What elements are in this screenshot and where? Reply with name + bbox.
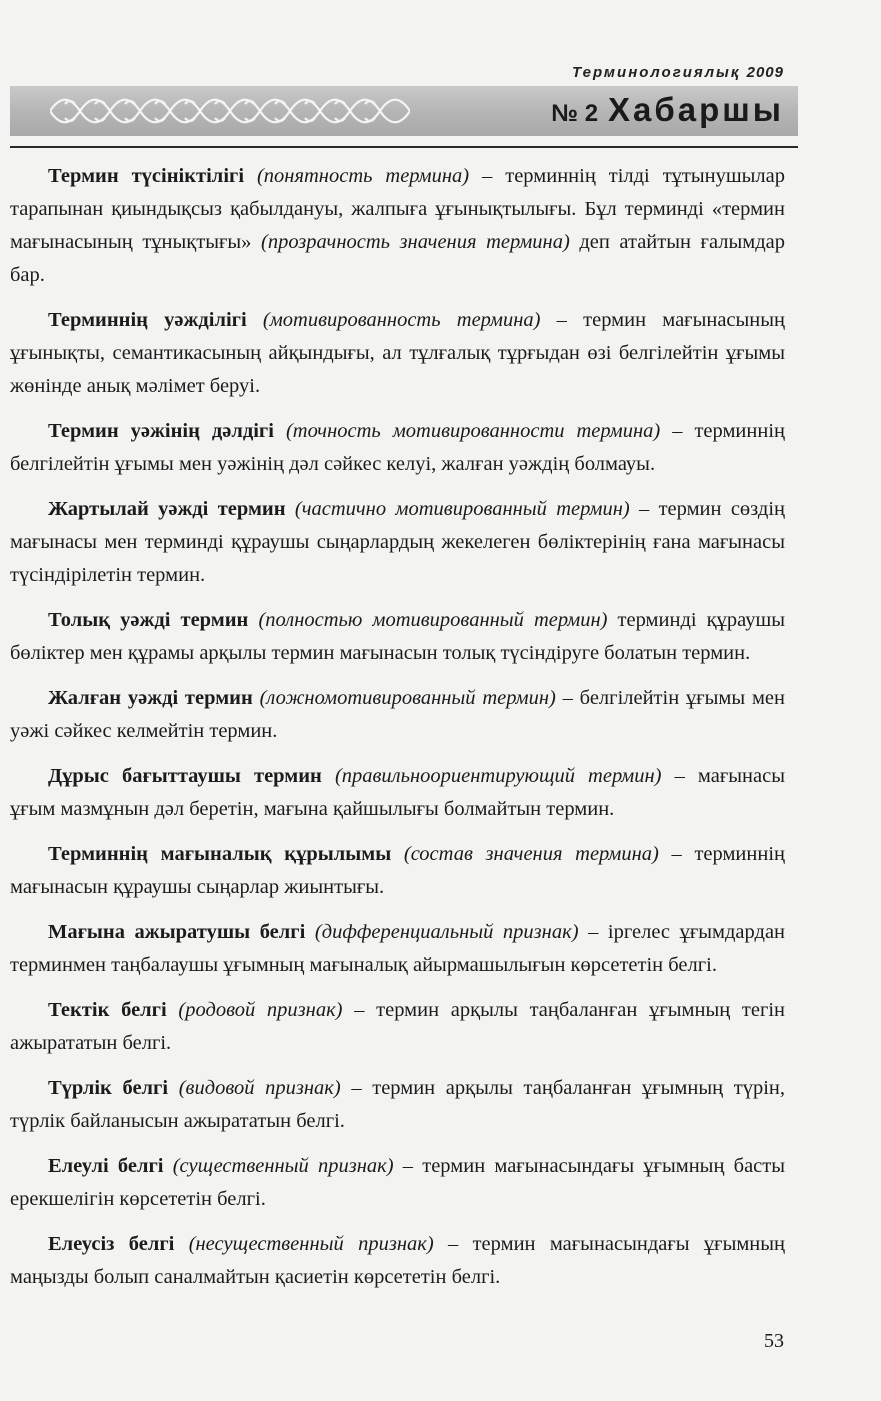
glossary-entry [10, 1150, 785, 1216]
definition: – мағынасы ұғым мазмұнын дәл беретін, мағына қайшылығы болмайтын термин. [10, 765, 785, 820]
glossary-entry [10, 760, 785, 826]
russian-equivalent: (прозрачность значения термина) [261, 231, 570, 253]
definition: – іргелес ұғымдардан терминмен таңбалаушы ұғымның мағыналық айырмашылығын көрсететін белгі. [10, 921, 786, 976]
glossary-body [10, 160, 785, 1306]
russian-equivalent: (частично мотивированный термин) [294, 498, 630, 520]
glossary-entry [10, 1228, 785, 1294]
journal-name: Терминологиялық [572, 64, 741, 81]
russian-equivalent: (родовой признак) [178, 999, 343, 1021]
term: Түрлік белгі [48, 1077, 169, 1099]
definition: – термин сөздің мағынасы мен терминді құраушы сыңарлардың жекелеген бөліктерінің ғана мағынасы түсіндірілетін термин. [10, 498, 785, 586]
russian-equivalent: (дифференциальный признак) [314, 921, 579, 943]
definition: терминді құраушы бөліктер мен құрамы арқылы термин мағынасын толық түсіндіруге болатын термин. [10, 609, 786, 664]
definition-end: деп атайтын ғалымдар бар. [10, 231, 785, 286]
glossary-entry [10, 916, 785, 982]
banner-heading [551, 91, 784, 129]
definition: – термин мағынасының ұғынықты, семантикасының айқындығы, ал тұлғалық тұрғыдан өзі белгілейтін ұғымы жөнінде анық мәлімет беруі. [10, 309, 786, 397]
journal-title [572, 64, 784, 81]
term: Жартылай уәжді термин [48, 498, 286, 520]
russian-equivalent: (несущественный признак) [188, 1233, 434, 1255]
russian-equivalent: (точность мотивированности термина) [285, 420, 661, 442]
glossary-entry [10, 682, 785, 748]
term: Толық уәжді термин [48, 609, 249, 631]
russian-equivalent: (мотивированность термина) [262, 309, 541, 331]
russian-equivalent: (правильноориентирующий термин) [334, 765, 662, 787]
russian-equivalent: (понятность термина) [256, 165, 470, 187]
russian-equivalent: (ложномотивированный термин) [259, 687, 556, 709]
glossary-entry [10, 493, 785, 592]
glossary-entry [10, 415, 785, 481]
header-banner [10, 86, 798, 136]
ornament-pattern-icon [50, 92, 410, 130]
russian-equivalent: (полностью мотивированный термин) [258, 609, 608, 631]
term: Жалған уәжді термин [48, 687, 253, 709]
term: Термин түсініктілігі [48, 165, 245, 187]
glossary-entry [10, 160, 785, 292]
journal-year: 2009 [746, 64, 784, 81]
term: Тектік белгі [48, 999, 167, 1021]
russian-equivalent: (существенный признак) [172, 1155, 394, 1177]
term: Терминнің мағыналық құрылымы [48, 843, 392, 865]
glossary-entry [10, 994, 785, 1060]
definition: – термин мағынасындағы ұғымның басты ерекшелігін көрсететін белгі. [10, 1155, 785, 1210]
definition: – термин мағынасындағы ұғымның маңызды болып саналмайтын қасиетін көрсететін белгі. [10, 1233, 786, 1288]
definition: – термин арқылы таңбаланған ұғымның тегін ажырататын белгі. [10, 999, 786, 1054]
issue-number: № 2 [551, 100, 599, 127]
definition: – терминнің тілді тұтынушылар тарапынан қиындықсыз қабылдануы, жалпыға ұғынықтылығы. Бұл терминді «термин мағынасының тұнықтығы» [10, 165, 785, 253]
term: Елеусіз белгі [48, 1233, 175, 1255]
page-number: 53 [764, 1330, 784, 1352]
term: Термин уәжінің дәлдігі [48, 420, 274, 442]
term: Мағына ажыратушы белгі [48, 921, 306, 943]
term: Терминнің уәжділігі [48, 309, 247, 331]
glossary-entry [10, 1072, 785, 1138]
russian-equivalent: (видовой признак) [178, 1077, 341, 1099]
definition: – терминнің мағынасын құраушы сыңарлар жиынтығы. [10, 843, 785, 898]
glossary-entry [10, 838, 785, 904]
definition: – белгілейтін ұғымы мен уәжі сәйкес келмейтін термин. [10, 687, 785, 742]
glossary-entry [10, 604, 785, 670]
term: Елеулі белгі [48, 1155, 164, 1177]
banner-title: Хабаршы [608, 91, 784, 128]
term: Дұрыс бағыттаушы термин [48, 765, 322, 787]
definition: – термин арқылы таңбаланған ұғымның түрін, түрлік байланысын ажырататын белгі. [10, 1077, 785, 1132]
definition: – терминнің белгілейтін ұғымы мен уәжінің дәл сәйкес келуі, жалған уәждің болмауы. [10, 420, 786, 475]
glossary-entry [10, 304, 785, 403]
russian-equivalent: (состав значения термина) [403, 843, 659, 865]
header-rule [10, 146, 798, 148]
